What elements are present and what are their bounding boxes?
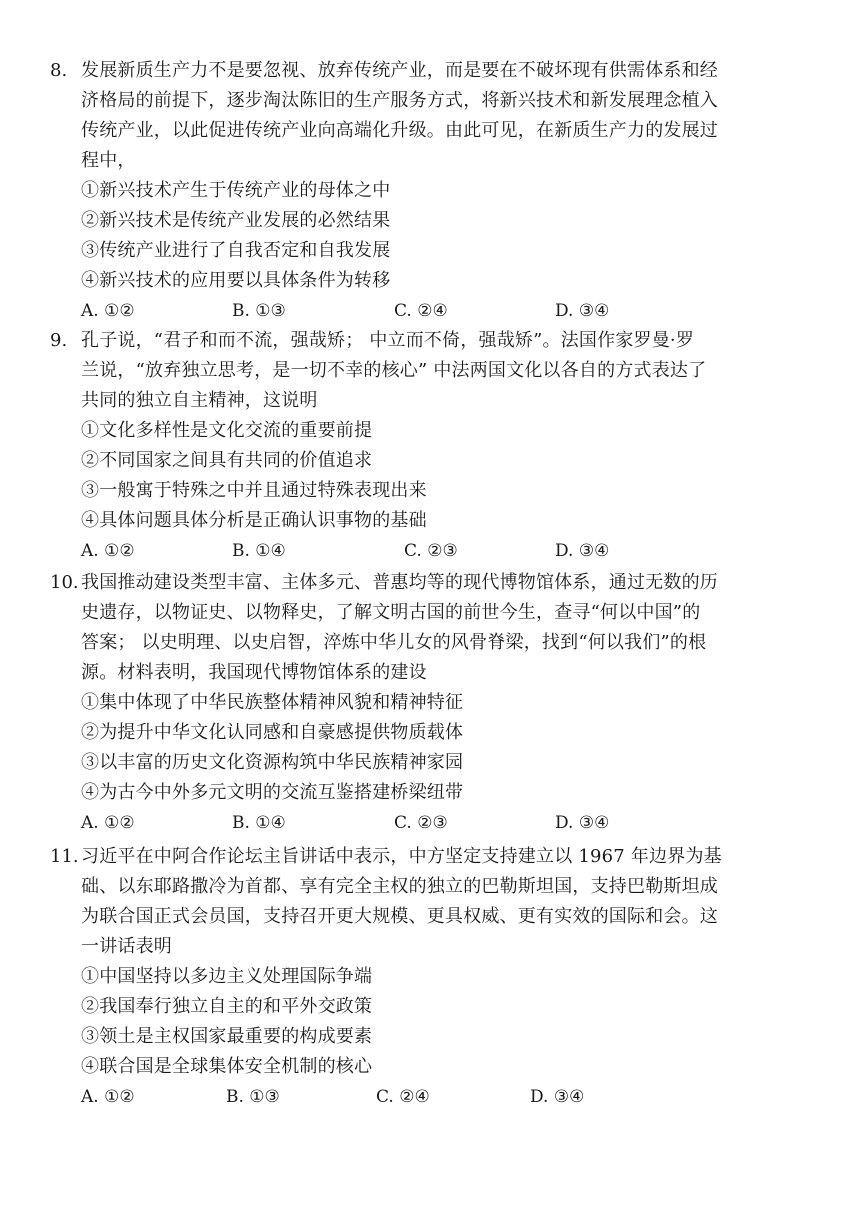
- question-number: 11.: [50, 846, 79, 867]
- stem-line: 我国推动建设类型丰富、主体多元、普惠均等的现代博物馆体系，通过无数的历: [81, 572, 718, 593]
- stem-line: 共同的独立自主精神，这说明: [81, 390, 318, 411]
- stem-line: 础、以东耶路撒冷为首都、享有完全主权的独立的巴勒斯坦国，支持巴勒斯坦成: [81, 876, 718, 897]
- choice-a: A. ①②: [81, 1087, 135, 1107]
- statement-item: ②新兴技术是传统产业发展的必然结果: [81, 210, 391, 231]
- choice-b: B. ①④: [232, 541, 286, 561]
- question-number: 9.: [50, 330, 68, 351]
- choice-b: B. ①③: [232, 301, 286, 321]
- stem-line: 史遗存，以物证史、以物释史，了解文明古国的前世今生，查寻“何以中国”的: [81, 602, 701, 623]
- question-stem: [50, 568, 810, 688]
- choice-c: C. ②④: [376, 1087, 430, 1107]
- choice-d: D. ③④: [530, 1087, 585, 1107]
- stem-line: 兰说，“放弃独立思考，是一切不幸的核心” 中法两国文化以各自的方式表达了: [81, 360, 707, 381]
- statement-list: [50, 416, 810, 536]
- statement-item: ①文化多样性是文化交流的重要前提: [81, 420, 373, 441]
- question-stem: [50, 326, 810, 416]
- statement-item: ②为提升中华文化认同感和自豪感提供物质载体: [81, 722, 464, 743]
- stem-line: 孔子说，“君子和而不流，强哉矫； 中立而不倚，强哉矫”。法国作家罗曼·罗: [81, 330, 695, 351]
- choice-a: A. ①②: [81, 301, 135, 321]
- answer-choices: [50, 296, 810, 326]
- statement-list: [50, 688, 810, 808]
- question-stem: [50, 56, 810, 176]
- statement-item: ③以丰富的历史文化资源构筑中华民族精神家园: [81, 752, 464, 773]
- stem-line: 程中，: [81, 150, 136, 171]
- stem-line: 为联合国正式会员国，支持召开更大规模、更具权威、更有实效的国际和会。这: [81, 906, 718, 927]
- stem-line: 源。材料表明，我国现代博物馆体系的建设: [81, 662, 427, 683]
- question-number: 8.: [50, 60, 68, 81]
- statement-item: ④新兴技术的应用要以具体条件为转移: [81, 270, 391, 291]
- statement-item: ④具体问题具体分析是正确认识事物的基础: [81, 510, 427, 531]
- stem-line: 一讲话表明: [81, 936, 172, 957]
- choice-b: B. ①④: [232, 813, 286, 833]
- stem-line: 济格局的前提下，逐步淘汰陈旧的生产服务方式，将新兴技术和新发展理念植入: [81, 90, 718, 111]
- statement-item: ③传统产业进行了自我否定和自我发展: [81, 240, 391, 261]
- choice-b: B. ①③: [226, 1087, 280, 1107]
- statement-item: ①中国坚持以多边主义处理国际争端: [81, 966, 373, 987]
- choice-d: D. ③④: [555, 813, 610, 833]
- choice-a: A. ①②: [81, 541, 135, 561]
- statement-item: ③一般寓于特殊之中并且通过特殊表现出来: [81, 480, 427, 501]
- stem-line: 答案； 以史明理、以史启智，淬炼中华儿女的风骨脊梁，找到“何以我们”的根: [81, 632, 707, 653]
- question-11: [50, 842, 810, 1112]
- choice-c: C. ②③: [404, 541, 458, 561]
- statement-item: ②我国奉行独立自主的和平外交政策: [81, 996, 373, 1017]
- stem-line: 习近平在中阿合作论坛主旨讲话中表示，中方坚定支持建立以 1967 年边界为基: [81, 846, 722, 867]
- choice-d: D. ③④: [555, 301, 610, 321]
- choice-d: D. ③④: [555, 541, 610, 561]
- statement-item: ④为古今中外多元文明的交流互鉴搭建桥梁纽带: [81, 782, 464, 803]
- statement-item: ①新兴技术产生于传统产业的母体之中: [81, 180, 391, 201]
- stem-line: 传统产业，以此促进传统产业向高端化升级。由此可见，在新质生产力的发展过: [81, 120, 718, 141]
- choice-c: C. ②④: [394, 301, 448, 321]
- statement-item: ①集中体现了中华民族整体精神风貌和精神特征: [81, 692, 464, 713]
- statement-item: ②不同国家之间具有共同的价值追求: [81, 450, 373, 471]
- answer-choices: [50, 1082, 810, 1112]
- question-8: [50, 56, 810, 326]
- statement-item: ④联合国是全球集体安全机制的核心: [81, 1056, 373, 1077]
- question-stem: [50, 842, 810, 962]
- choice-c: C. ②③: [394, 813, 448, 833]
- question-9: [50, 326, 810, 566]
- answer-choices: [50, 808, 810, 838]
- statement-list: [50, 176, 810, 296]
- choice-a: A. ①②: [81, 813, 135, 833]
- statement-list: [50, 962, 810, 1082]
- stem-line: 发展新质生产力不是要忽视、放弃传统产业，而是要在不破坏现有供需体系和经: [81, 60, 718, 81]
- statement-item: ③领土是主权国家最重要的构成要素: [81, 1026, 373, 1047]
- question-10: [50, 568, 810, 838]
- answer-choices: [50, 536, 810, 566]
- question-number: 10.: [50, 572, 79, 593]
